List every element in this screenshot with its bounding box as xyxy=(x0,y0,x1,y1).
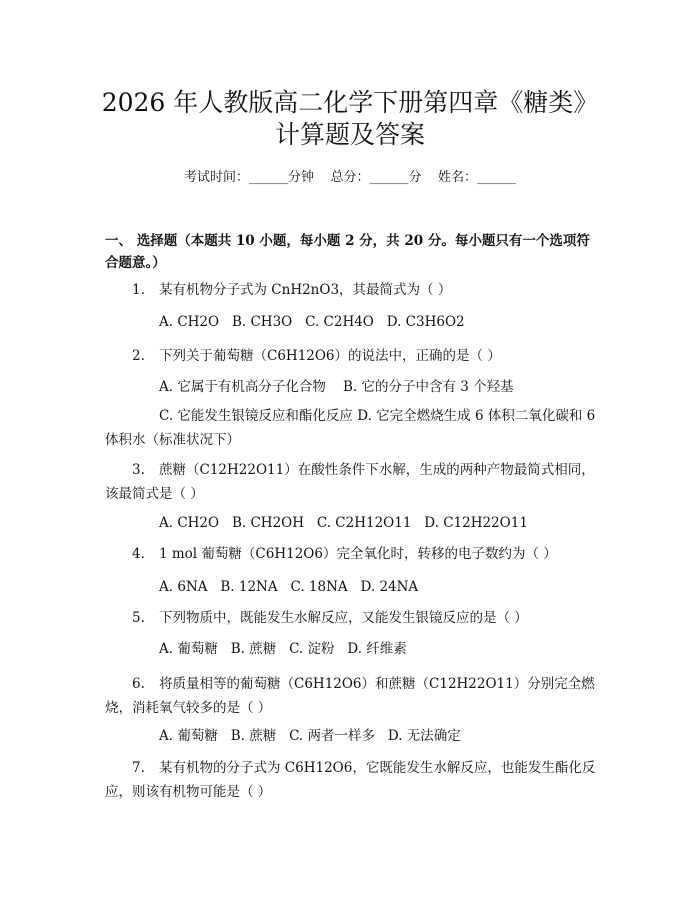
question-text: 某有机物分子式为 CnH2nO3，其最简式为（ ） xyxy=(159,282,452,298)
question-text: 蔗糖（C12H22O11）在酸性条件下水解，生成的两种产物最简式相同，该最简式是（ ） xyxy=(105,462,595,502)
question-4 xyxy=(105,542,600,566)
question-6-options: A. 葡萄糖 B. 蔗糖 C. 两者一样多 D. 无法确定 xyxy=(159,728,461,744)
question-number: 3. xyxy=(132,462,145,478)
document-title-line2: 计算题及答案 xyxy=(274,120,425,149)
question-number: 1. xyxy=(132,282,145,298)
question-1-options: A. CH2O B. CH3O C. C2H4O D. C3H6O2 xyxy=(159,314,465,330)
question-number: 5. xyxy=(132,610,145,626)
question-2-options-line2: C. 它能发生银镜反应和酯化反应 D. 它完全燃烧生成 6 体积二氧化碳和 6 体积水（标准状况下） xyxy=(105,408,596,448)
question-7 xyxy=(105,756,600,804)
question-text: 下列关于葡萄糖（C6H12O6）的说法中，正确的是（ ） xyxy=(159,348,501,364)
question-4-options: A. 6NA B. 12NA C. 18NA D. 24NA xyxy=(159,579,419,595)
exam-info-line: 考试时间：______分钟 总分：______分 姓名：______ xyxy=(183,170,517,185)
question-1 xyxy=(105,278,600,302)
question-number: 4. xyxy=(132,546,145,562)
document-title-line1: 2026 年人教版高二化学下册第四章《糖类》 xyxy=(101,88,599,117)
question-5 xyxy=(105,606,600,630)
question-3-options: A. CH2O B. CH2OH C. C2H12O11 D. C12H22O11 xyxy=(159,515,528,531)
question-text: 下列物质中，既能发生水解反应，又能发生银镜反应的是（ ） xyxy=(159,610,528,626)
question-number: 6. xyxy=(132,676,145,692)
question-3 xyxy=(105,458,600,506)
question-text: 某有机物的分子式为 C6H12O6，它既能发生水解反应，也能发生酯化反应，则该有机物可能是（ ） xyxy=(105,760,596,800)
question-6 xyxy=(105,672,600,720)
question-2-options-line1: A. 它属于有机高分子化合物 B. 它的分子中含有 3 个羟基 xyxy=(159,379,514,395)
question-text: 1 mol 葡萄糖（C6H12O6）完全氧化时，转移的电子数约为（ ） xyxy=(159,546,557,562)
question-number: 2. xyxy=(132,348,145,364)
section-heading-choice: 一、 选择题（本题共 10 小题，每小题 2 分，共 20 分。每小题只有一个选项符合题意。） xyxy=(105,233,590,271)
question-2 xyxy=(105,344,600,368)
question-5-options: A. 葡萄糖 B. 蔗糖 C. 淀粉 D. 纤维素 xyxy=(159,641,407,657)
question-text: 将质量相等的葡萄糖（C6H12O6）和蔗糖（C12H22O11）分别完全燃烧，消耗氧气较多的是（ ） xyxy=(105,676,595,716)
question-number: 7. xyxy=(132,760,145,776)
